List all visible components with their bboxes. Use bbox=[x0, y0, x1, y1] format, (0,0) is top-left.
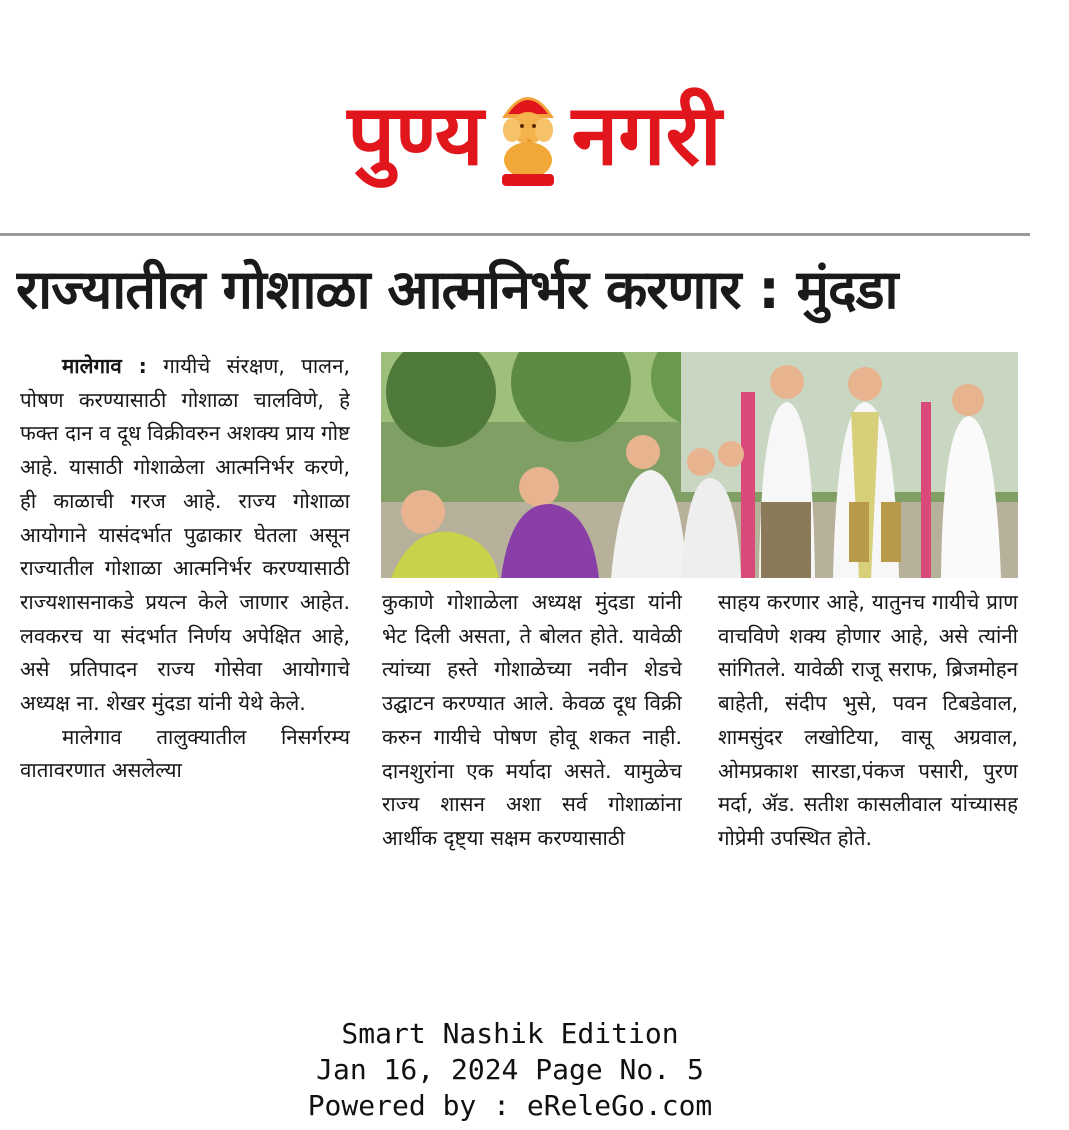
section-divider bbox=[0, 233, 1030, 236]
masthead-word-right: नगरी bbox=[571, 86, 722, 184]
second-paragraph-text: मालेगाव तालुक्यातील निसर्गरम्य वातावरणात असलेल्या bbox=[20, 724, 350, 783]
lead-paragraph bbox=[20, 350, 350, 721]
masthead bbox=[0, 70, 1069, 200]
article-column-1 bbox=[20, 350, 350, 1010]
event-photo bbox=[381, 352, 1018, 578]
powered-by-link[interactable]: Powered by : eReleGo.com bbox=[307, 1089, 713, 1122]
edition-credit bbox=[250, 1016, 770, 1124]
event-photo-illustration bbox=[381, 352, 1018, 578]
article-column-3: साहय करणार आहे, यातुनच गायीचे प्राण वाचविणे शक्य होणार आहे, असे त्यांनी सांगितले. यावेळी राजू सराफ, ब्रिजमोहन बाहेती, संदीप भुसे, पवन टिबडेवाल, शामसुंदर लखोटिया, वासू अग्रवाल, ओमप्रकाश सारडा,पंकज पसारी, पुरण मर्दा, ॲड. सतीश कासलीवाल यांच्यासह गोप्रेमी उपस्थित होते. bbox=[718, 590, 1018, 850]
edition-name: Smart Nashik Edition bbox=[341, 1017, 679, 1050]
ganesha-logo-icon bbox=[492, 80, 564, 190]
article-column-2: कुकाणे गोशाळेला अध्यक्ष मुंदडा यांनी भेट दिली असता, ते बोलत होते. यावेळी त्यांच्या हस्ते गोशाळेच्या नवीन शेडचे उद्घाटन करण्यात आले. केवळ दूध विक्री करुन गायीचे पोषण होवू शकत नाही. दानशुरांना एक मर्यादा असते. यामुळेच राज्य शासन अशा सर्व गोशाळांना आर्थीक दृष्ट्या सक्षम करण्यासाठी bbox=[382, 590, 682, 850]
article-headline: राज्यातील गोशाळा आत्मनिर्भर करणार : मुंदडा bbox=[16, 258, 898, 321]
second-paragraph bbox=[20, 721, 350, 788]
dateline: मालेगाव : bbox=[62, 354, 147, 378]
lead-text: गायीचे संरक्षण, पालन, पोषण करण्यासाठी गोशाळा चालविणे, हे फक्त दान व दूध विक्रीवरुन अशक्य प्राय गोष्ट आहे. यासाठी गोशाळेला आत्मनिर्भर करणे, ही काळाची गरज आहे. राज्य गोशाळा आयोगाने यासंदर्भात पुढाकार घेतला असून राज्यातील गोशाळा आत्मनिर्भर करण्यासाठी राज्यशासनाकडे प्रयत्न केले जाणार आहेत. लवकरच या संदर्भात निर्णय अपेक्षित आहे, असे प्रतिपादन राज्य गोसेवा आयोगाचे अध्यक्ष ना. शेखर मुंदडा यांनी येथे केले. bbox=[20, 354, 350, 716]
masthead-word-left: पुण्य bbox=[347, 86, 484, 184]
edition-date-page: Jan 16, 2024 Page No. 5 bbox=[316, 1053, 704, 1086]
